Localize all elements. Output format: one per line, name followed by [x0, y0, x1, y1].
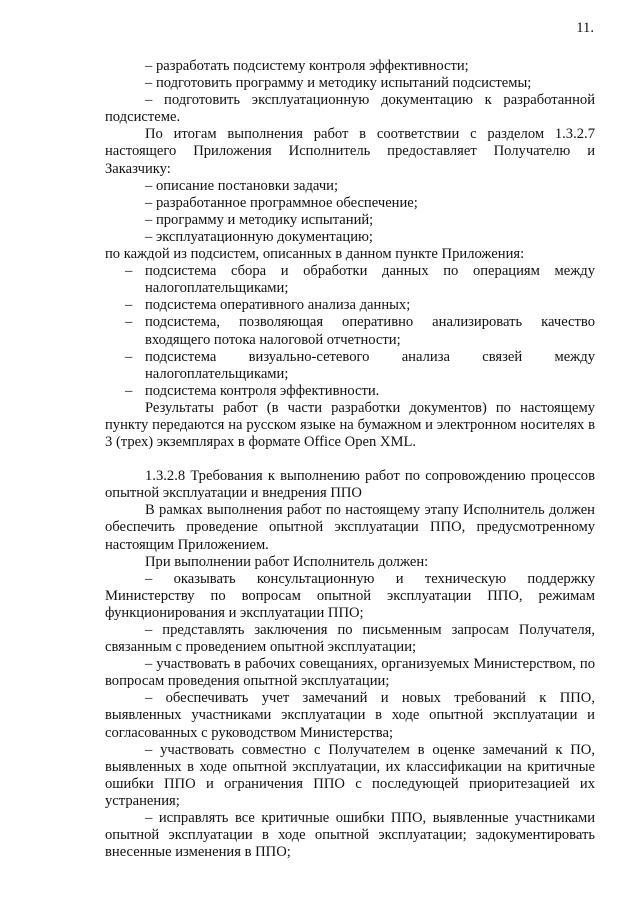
- list-item: – разработать подсистему контроля эффективности;: [145, 58, 469, 74]
- list-item: [105, 349, 595, 383]
- list-dash: –: [125, 382, 133, 399]
- list-item: – обеспечивать учет замечаний и новых требований к ППО, выявленных участниками эксплуатации в ходе опытной эксплуатации и согласованных с руководством Министерства;: [105, 690, 595, 741]
- list-dash: –: [125, 348, 133, 365]
- list-item: – оказывать консультационную и техническую поддержку Министерству по вопросам опытной эксплуатации ППО, режимам функционирования и эксплуатации ППО;: [105, 570, 595, 621]
- list-dash: –: [125, 263, 133, 280]
- paragraph-results-intro: По итогам выполнения работ в соответствии с разделом 1.3.2.7 настоящего Приложения Исполнитель предоставляет Получателю и Заказчику:: [105, 126, 595, 177]
- list-item-text: подсистема контроля эффективности.: [145, 382, 380, 399]
- list-item-text: подсистема визуально-сетевого анализа связей между налогоплательщиками;: [145, 348, 595, 382]
- list-item: – подготовить программу и методику испытаний подсистемы;: [145, 75, 532, 92]
- list-item: – исправлять все критичные ошибки ППО, выявленные участниками опытной эксплуатации в ходе опытной эксплуатации; задокументировать внесенные изменения в ППО;: [105, 810, 595, 861]
- section-heading: 1.3.2.8 Требования к выполнению работ по сопровождению процессов опытной эксплуатации и внедрения ППО: [105, 468, 595, 502]
- list-item: – участвовать в рабочих совещаниях, организуемых Министерством, по вопросам проведения опытной эксплуатации;: [105, 656, 595, 690]
- paragraph-must: При выполнении работ Исполнитель должен:: [145, 553, 429, 570]
- list-item-text: подсистема, позволяющая оперативно анализировать качество входящего потока налоговой отчетности;: [145, 314, 595, 348]
- list-item: – описание постановки задачи;: [145, 177, 339, 194]
- spacer: [105, 451, 595, 468]
- list-item: [105, 314, 595, 348]
- paragraph-each-subsystem: по каждой из подсистем, описанных в данном пункте Приложения:: [105, 246, 525, 263]
- list-item: – эксплуатационную документацию;: [145, 228, 373, 245]
- list-item: [105, 383, 595, 400]
- list-item: – программу и методику испытаний;: [145, 211, 374, 228]
- list-item-text: подсистема сбора и обработки данных по операциям между налогоплательщиками;: [145, 263, 595, 297]
- list-dash: –: [125, 297, 133, 314]
- list-dash: –: [125, 314, 133, 331]
- list-item: [105, 263, 595, 297]
- subsystem-list: [105, 263, 595, 400]
- paragraph-within: В рамках выполнения работ по настоящему этапу Исполнитель должен обеспечить проведение опытной эксплуатации ППО, предусмотренному настоящим Приложением.: [105, 502, 595, 553]
- page-number: 11.: [576, 20, 594, 36]
- list-item: – подготовить эксплуатационную документацию к разработанной подсистеме.: [105, 92, 595, 126]
- list-item-text: подсистема оперативного анализа данных;: [145, 297, 411, 314]
- list-item: [105, 297, 595, 314]
- page-content: [105, 58, 595, 861]
- list-item: – представлять заключения по письменным запросам Получателя, связанным с проведением опытной эксплуатации;: [105, 622, 595, 656]
- list-item: – разработанное программное обеспечение;: [145, 194, 418, 211]
- list-item: – участвовать совместно с Получателем в оценке замечаний к ПО, выявленных в ходе опытной эксплуатации, их классификации на критичные ошибки ППО и ограничения ППО с последующей приоритезацией их устранения;: [105, 741, 595, 809]
- paragraph-results-transfer: Результаты работ (в части разработки документов) по настоящему пункту передаются на русском языке на бумажном и электронном носителях в 3 (трех) экземплярах в формате Office Open XML.: [105, 399, 595, 451]
